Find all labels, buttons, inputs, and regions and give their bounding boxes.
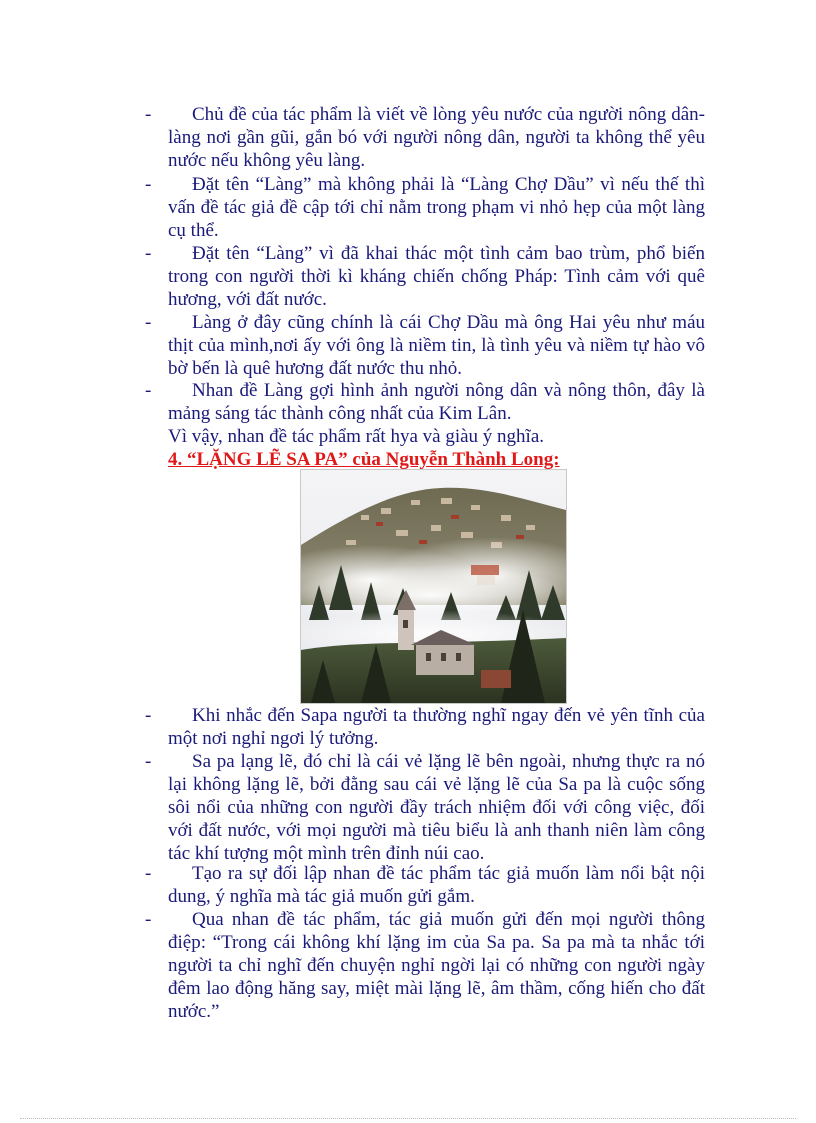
bullet-marker: - <box>145 174 152 195</box>
paragraph-text: Đặt tên “Làng” mà không phải là “Làng Chợ Dầu” vì nếu thế thì vấn đề tác giả đề cập tới chỉ nằm trong phạm vi nhỏ hẹp của một làng cụ thể. <box>168 174 705 241</box>
list-item <box>145 242 705 311</box>
list-item <box>145 173 705 242</box>
paragraph-text: Làng ở đây cũng chính là cái Chợ Dầu mà ông Hai yêu như máu thịt của mình,nơi ấy với ông là niềm tin, là tình yêu và niềm tự hào vô bờ bến là quê hương đất nước thu nhỏ. <box>168 312 705 379</box>
paragraph-text: Khi nhắc đến Sapa người ta thường nghĩ ngay đến vẻ yên tĩnh của một nơi nghỉ ngơi lý tưởng. <box>168 705 705 749</box>
bullet-marker: - <box>145 909 152 930</box>
section-heading: 4. “LẶNG LẼ SA PA” của Nguyễn Thành Long: <box>168 449 560 470</box>
paragraph-text: Sa pa lạng lẽ, đó chỉ là cái vẻ lặng lẽ bên ngoài, nhưng thực ra nó lại không lặng lẽ, bởi đằng sau cái vẻ lặng lẽ của Sa pa là cuộc sống sôi nổi của những con người đầy trách nhiệm đối với công việc, đối với đất nước, với mọi người mà tiêu biểu là anh thanh niên làm công tác khí tượng một mình trên đỉnh núi cao. <box>168 751 705 864</box>
list-item <box>145 750 705 865</box>
conclusion-text: Vì vậy, nhan đề tác phẩm rất hya và giàu ý nghĩa. <box>168 426 545 447</box>
list-item <box>145 379 705 425</box>
bullet-marker: - <box>145 104 152 125</box>
bullet-marker: - <box>145 380 152 401</box>
paragraph-text: Qua nhan đề tác phẩm, tác giả muốn gửi đến mọi người thông điệp: “Trong cái không khí lặng im của Sa pa. Sa pa mà ta nhắc tới người ta chỉ nghĩ đến chuyện nghỉ ngời lại có những con người ngày đêm lao động hăng say, miệt mài lặng lẽ, âm thầm, cống hiến cho đất nước.” <box>168 909 705 1022</box>
paragraph-text: Đặt tên “Làng” vì đã khai thác một tình cảm bao trùm, phổ biến trong con người thời kì kháng chiến chống Pháp: Tình cảm với quê hương, với đất nước. <box>168 243 705 310</box>
paragraph-text: Chủ đề của tác phẩm là viết về lòng yêu nước của người nông dân- làng nơi gần gũi, gắn bó với người nông dân, người ta không thể yêu nước nếu không yêu làng. <box>168 104 705 171</box>
list-item <box>145 311 705 380</box>
paragraph-text: Nhan đề Làng gợi hình ảnh người nông dân và nông thôn, đây là mảng sáng tác thành công nhất của Kim Lân. <box>168 380 705 424</box>
bullet-marker: - <box>145 705 152 726</box>
list-item <box>145 862 705 908</box>
paragraph-text: Tạo ra sự đối lập nhan đề tác phẩm tác giả muốn làm nổi bật nội dung, ý nghĩa mà tác giả muốn gửi gắm. <box>168 863 705 907</box>
list-item <box>145 704 705 750</box>
bullet-marker: - <box>145 863 152 884</box>
bullet-marker: - <box>145 243 152 264</box>
list-item <box>145 908 705 1023</box>
bullet-marker: - <box>145 312 152 333</box>
page-bottom-rule <box>20 1118 796 1119</box>
list-item <box>145 103 705 172</box>
sapa-photo <box>300 469 567 704</box>
bullet-marker: - <box>145 751 152 772</box>
